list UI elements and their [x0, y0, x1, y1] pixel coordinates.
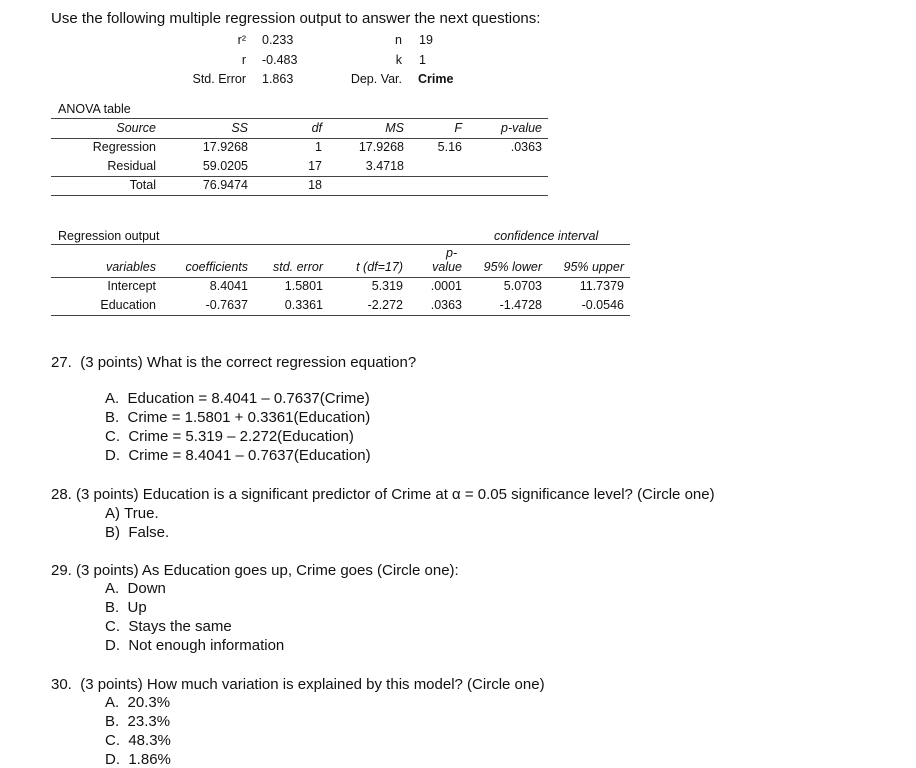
regression-title: Regression output — [58, 229, 160, 243]
table-cell: 1.5801 — [284, 279, 323, 293]
reg-header-value: value — [432, 260, 462, 274]
anova-title: ANOVA table — [58, 102, 131, 116]
reg-header-p-top: p- — [446, 246, 458, 260]
option-letter: D. — [105, 637, 120, 654]
table-cell: .0363 — [430, 298, 462, 312]
question-number: 29. — [51, 562, 72, 579]
table-cell: 18 — [308, 178, 322, 192]
dep-var-value: Crime — [418, 72, 454, 86]
table-cell: -0.0546 — [581, 298, 624, 312]
anova-top-rule — [51, 118, 548, 119]
table-cell: 17 — [308, 159, 322, 173]
option-letter: C. — [105, 732, 120, 749]
table-cell: Residual — [107, 159, 156, 173]
anova-header-rule — [51, 138, 548, 139]
q28-option-b[interactable] — [105, 524, 169, 541]
k-value: 1 — [419, 53, 426, 67]
table-cell: .0363 — [510, 140, 542, 154]
option-letter: B) — [105, 524, 120, 541]
table-cell: Education — [100, 298, 156, 312]
intro-text: Use the following multiple regression output to answer the next questions: — [51, 10, 541, 27]
reg-header-95-upper: 95% upper — [563, 260, 624, 274]
anova-header-source: Source — [116, 121, 156, 135]
option-text: 48.3% — [128, 732, 171, 749]
q27-option-a[interactable] — [105, 390, 370, 407]
table-cell: -2.272 — [367, 298, 403, 312]
q27-option-b[interactable] — [105, 409, 370, 426]
question-text: (3 points) How much variation is explained by this model? (Circle one) — [80, 676, 545, 693]
anova-bottom-rule — [51, 195, 548, 196]
q30-option-c[interactable] — [105, 732, 171, 749]
q29-option-d[interactable] — [105, 637, 284, 654]
option-text: Up — [127, 599, 147, 616]
table-cell: 11.7379 — [579, 279, 624, 293]
option-letter: C. — [105, 428, 120, 445]
q30-option-a[interactable] — [105, 694, 170, 711]
table-cell: -0.7637 — [205, 298, 248, 312]
option-letter: A. — [105, 390, 120, 407]
r2-label: r² — [237, 33, 246, 47]
table-cell: 59.0205 — [202, 159, 248, 173]
reg-header-t: t (df=17) — [356, 260, 403, 274]
q28-option-a[interactable] — [105, 505, 159, 522]
option-text: True. — [124, 505, 159, 522]
option-text: Crime = 8.4041 – 0.7637(Education) — [128, 447, 371, 464]
question-28 — [51, 486, 715, 503]
q30-option-d[interactable] — [105, 751, 171, 768]
regression-top-rule — [51, 244, 630, 245]
q27-option-c[interactable] — [105, 428, 354, 445]
reg-header-coefficients: coefficients — [185, 260, 248, 274]
n-value: 19 — [419, 33, 433, 47]
reg-header-95-lower: 95% lower — [483, 260, 542, 274]
table-cell: 3.4718 — [365, 159, 404, 173]
regression-bottom-rule — [51, 315, 630, 316]
n-label: n — [395, 33, 402, 47]
q29-option-b[interactable] — [105, 599, 147, 616]
q27-option-d[interactable] — [105, 447, 371, 464]
reg-header-std-error: std. error — [272, 260, 323, 274]
question-29 — [51, 562, 459, 579]
regression-header-rule — [51, 277, 630, 278]
option-text: 1.86% — [128, 751, 171, 768]
q29-option-a[interactable] — [105, 580, 166, 597]
option-letter: B. — [105, 409, 120, 426]
table-cell: Total — [129, 178, 156, 192]
r2-value: 0.233 — [262, 33, 294, 47]
table-cell: 1 — [315, 140, 322, 154]
question-30 — [51, 676, 545, 693]
anova-header-df: df — [311, 121, 322, 135]
question-27 — [51, 354, 416, 371]
option-text: Stays the same — [128, 618, 232, 635]
q29-option-c[interactable] — [105, 618, 232, 635]
option-letter: A) — [105, 505, 120, 522]
option-letter: C. — [105, 618, 120, 635]
option-text: 20.3% — [127, 694, 171, 711]
anova-header-pvalue: p-value — [501, 121, 542, 135]
option-text: 23.3% — [127, 713, 171, 730]
option-letter: A. — [105, 694, 120, 711]
table-cell: 5.0703 — [503, 279, 542, 293]
anova-header-ms: MS — [385, 121, 404, 135]
option-text: Not enough information — [128, 637, 285, 654]
option-text: Crime = 1.5801 + 0.3361(Education) — [127, 409, 371, 426]
option-text: Crime = 5.319 – 2.272(Education) — [128, 428, 354, 445]
table-cell: 76.9474 — [202, 178, 248, 192]
option-text: False. — [128, 524, 170, 541]
confidence-interval-title: confidence interval — [494, 229, 599, 243]
std-error-value: 1.863 — [262, 72, 294, 86]
std-error-label: Std. Error — [192, 72, 246, 86]
table-cell: .0001 — [430, 279, 462, 293]
table-cell: 17.9268 — [358, 140, 404, 154]
table-cell: Intercept — [107, 279, 156, 293]
r-label: r — [241, 53, 246, 67]
table-cell: Regression — [92, 140, 156, 154]
option-text: Education = 8.4041 – 0.7637(Crime) — [127, 390, 370, 407]
option-text: Down — [127, 580, 166, 597]
dep-var-label: Dep. Var. — [350, 72, 402, 86]
option-letter: B. — [105, 599, 120, 616]
question-text: (3 points) What is the correct regression equation? — [80, 354, 417, 371]
table-cell: 17.9268 — [202, 140, 248, 154]
question-text: (3 points) Education is a significant predictor of Crime at α = 0.05 significance level? (Circle one) — [76, 486, 715, 503]
r-value: -0.483 — [262, 53, 298, 67]
question-text: (3 points) As Education goes up, Crime goes (Circle one): — [76, 562, 459, 579]
question-number: 27. — [51, 354, 72, 371]
option-letter: D. — [105, 447, 120, 464]
table-cell: 5.16 — [437, 140, 462, 154]
anova-header-f: F — [454, 121, 462, 135]
option-letter: D. — [105, 751, 120, 768]
q30-option-b[interactable] — [105, 713, 170, 730]
anova-total-rule — [51, 176, 548, 177]
anova-header-ss: SS — [231, 121, 248, 135]
k-label: k — [395, 53, 402, 67]
question-number: 28. — [51, 486, 72, 503]
option-letter: A. — [105, 580, 120, 597]
option-letter: B. — [105, 713, 120, 730]
reg-header-variables: variables — [105, 260, 156, 274]
question-number: 30. — [51, 676, 72, 693]
table-cell: -1.4728 — [499, 298, 542, 312]
table-cell: 0.3361 — [284, 298, 323, 312]
table-cell: 8.4041 — [209, 279, 248, 293]
table-cell: 5.319 — [371, 279, 403, 293]
